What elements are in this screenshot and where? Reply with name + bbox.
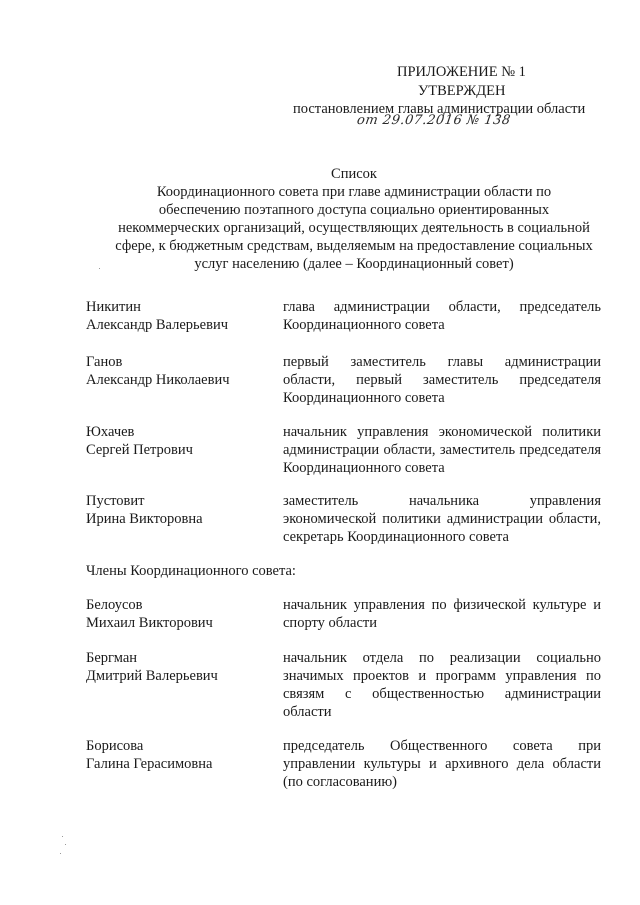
person-name: Белоусов Михаил Викторович xyxy=(86,597,213,631)
person-role: заместитель начальника управления экономической политики администрации области, секретарь Координационного совета xyxy=(283,493,601,545)
appendix-label: ПРИЛОЖЕНИЕ № 1 xyxy=(397,64,526,80)
person-name: Никитин Александр Валерьевич xyxy=(86,299,228,333)
title-line: сфере, к бюджетным средствам, выделяемым на предоставление социальных xyxy=(115,238,593,254)
title-line: Координационного совета при главе администрации области по xyxy=(156,184,552,200)
document-title xyxy=(96,165,612,273)
approved-label: УТВЕРЖДЕН xyxy=(418,83,506,99)
title-line: услуг населению (далее – Координационный совет) xyxy=(194,256,514,272)
scan-speck xyxy=(65,844,66,845)
person-role: председатель Общественного совета при управлении культуры и архивного дела области (по согласованию) xyxy=(283,738,601,790)
person-name: Юхачев Сергей Петрович xyxy=(86,424,193,458)
person-name: Бергман Дмитрий Валерьевич xyxy=(86,650,218,684)
title-heading: Список xyxy=(331,166,377,182)
person-role: начальник управления экономической политики администрации области, заместитель председателя Координационного совета xyxy=(283,424,601,476)
person-name: Пустовит Ирина Викторовна xyxy=(86,493,203,527)
person-name: Ганов Александр Николаевич xyxy=(86,354,230,388)
scan-speck xyxy=(99,268,100,269)
title-line: некоммерческих организаций, осуществляющих деятельность в социальной xyxy=(118,220,590,236)
person-role: начальник управления по физической культуре и спорту области xyxy=(283,597,601,631)
decree-label: постановлением главы администрации области xyxy=(293,101,586,117)
person-role: глава администрации области, председатель Координационного совета xyxy=(283,299,601,333)
scan-speck xyxy=(60,853,61,854)
title-line: обеспечению поэтапного доступа социально ориентированных xyxy=(158,202,550,218)
scan-speck xyxy=(62,836,63,837)
members-heading: Члены Координационного совета: xyxy=(86,563,296,579)
handwritten-date: от 29.07.2016 № 138 xyxy=(355,113,512,128)
person-role: первый заместитель главы администрации области, первый заместитель председателя Координационного совета xyxy=(283,354,601,406)
person-role: начальник отдела по реализации социально значимых проектов и программ управления по связям с общественностью администрации области xyxy=(283,650,601,720)
person-name: Борисова Галина Герасимовна xyxy=(86,738,213,772)
